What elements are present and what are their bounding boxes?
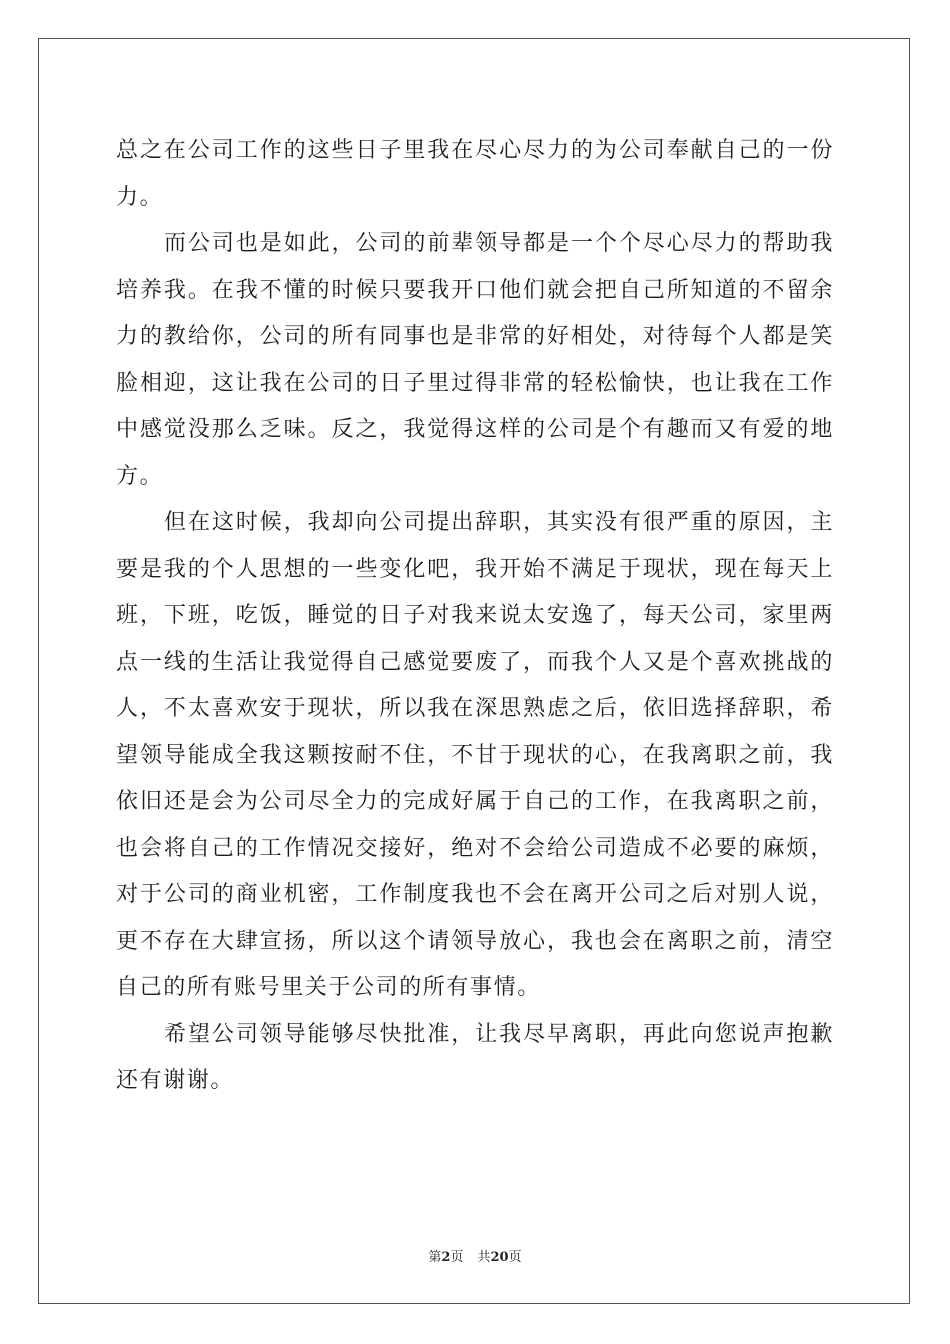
paragraph-3: 但在这时候，我却向公司提出辞职，其实没有很严重的原因，主要是我的个人思想的一些变化吧，我开始不满足于现状，现在每天上班，下班，吃饭，睡觉的日子对我来说太安逸了，每天公司，家里两点一线的生活让我觉得自己感觉要废了，而我个人又是个喜欢挑战的人，不太喜欢安于现状，所以我在深思熟虑之后，依旧选择辞职，希望领导能成全我这颗按耐不住，不甘于现状的心，在我离职之前，我依旧还是会为公司尽全力的完成好属于自己的工作，在我离职之前，也会将自己的工作情况交接好，绝对不会给公司造成不必要的麻烦，对于公司的商业机密，工作制度我也不会在离开公司之后对别人说，更不存在大肆宣扬，所以这个请领导放心，我也会在离职之前，清空自己的所有账号里关于公司的所有事情。 bbox=[116, 510, 834, 1000]
paragraph-4: 希望公司领导能够尽快批准，让我尽早离职，再此向您说声抱歉还有谢谢。 bbox=[116, 1021, 834, 1093]
page-total bbox=[477, 1250, 521, 1265]
total-suffix: 页 bbox=[508, 1250, 522, 1265]
page-suffix: 页 bbox=[450, 1250, 464, 1265]
page-number bbox=[428, 1250, 463, 1265]
page-footer bbox=[0, 1246, 950, 1265]
paragraph-1: 总之在公司工作的这些日子里我在尽心尽力的为公司奉献自己的一份力。 bbox=[116, 138, 834, 210]
total-prefix: 共 bbox=[477, 1250, 491, 1265]
paragraph-2: 而公司也是如此，公司的前辈领导都是一个个尽心尽力的帮助我培养我。在我不懂的时候只要我开口他们就会把自己所知道的不留余力的教给你，公司的所有同事也是非常的好相处，对待每个人都是笑脸相迎，这让我在公司的日子里过得非常的轻松愉快，也让我在工作中感觉没那么乏味。反之，我觉得这样的公司是个有趣而又有爱的地方。 bbox=[116, 231, 834, 489]
total-pages: 20 bbox=[490, 1250, 509, 1265]
page-prefix: 第 bbox=[428, 1250, 442, 1265]
current-page: 2 bbox=[441, 1250, 451, 1265]
document-body bbox=[116, 128, 834, 1105]
